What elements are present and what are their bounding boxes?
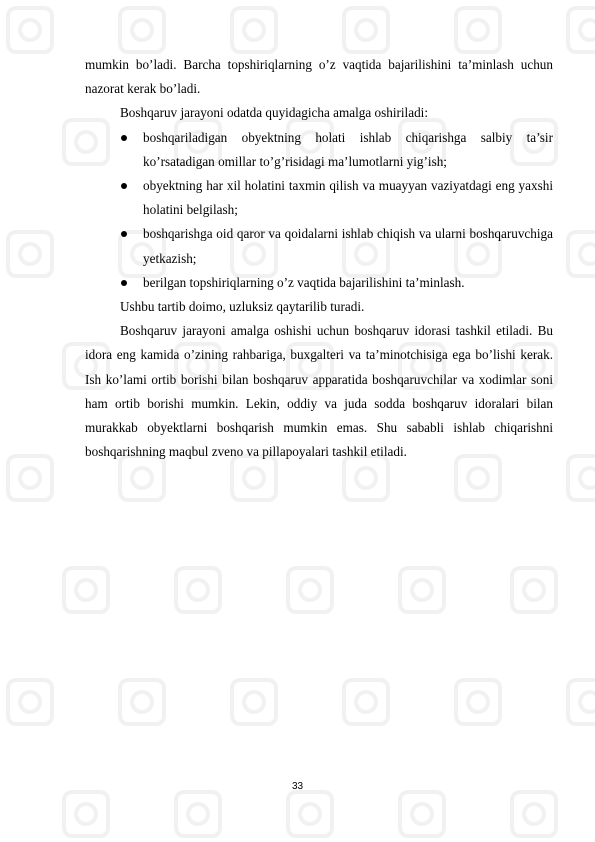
watermark-mark bbox=[288, 792, 332, 836]
page-number: 33 bbox=[291, 781, 304, 792]
watermark-mark bbox=[456, 8, 500, 52]
watermark-mark bbox=[232, 8, 276, 52]
watermark-mark bbox=[176, 792, 220, 836]
watermark-mark bbox=[232, 680, 276, 724]
watermark-mark bbox=[8, 8, 52, 52]
list-item-text: boshqarishga oid qaror va qoidalarni ishlab chiqish va ularni boshqaruvchiga yetkazish; bbox=[143, 226, 553, 266]
watermark-mark bbox=[400, 568, 444, 612]
watermark-mark bbox=[8, 456, 52, 500]
watermark-mark bbox=[456, 680, 500, 724]
process-steps-list bbox=[85, 126, 553, 295]
list-item-text: obyektning har xil holatini taxmin qilish va muayyan vaziyatdagi eng yaxshi holatini belgilash; bbox=[143, 178, 553, 218]
page-body bbox=[85, 53, 553, 464]
watermark-mark bbox=[8, 680, 52, 724]
watermark-mark bbox=[568, 456, 595, 500]
paragraph-cycle-note: Ushbu tartib doimo, uzluksiz qaytarilib turadi. bbox=[120, 299, 365, 315]
bullet-icon bbox=[121, 231, 127, 237]
watermark-mark bbox=[568, 8, 595, 52]
bullet-icon bbox=[121, 135, 127, 141]
watermark-mark bbox=[344, 680, 388, 724]
list-item bbox=[85, 222, 553, 270]
bullet-icon bbox=[121, 183, 127, 189]
list-item bbox=[85, 271, 553, 295]
watermark-mark bbox=[64, 792, 108, 836]
watermark-mark bbox=[120, 8, 164, 52]
list-item bbox=[85, 174, 553, 222]
bullet-icon bbox=[121, 280, 127, 286]
watermark-mark bbox=[400, 792, 444, 836]
watermark-mark bbox=[512, 568, 556, 612]
watermark-mark bbox=[288, 568, 332, 612]
list-item bbox=[85, 126, 553, 174]
watermark-mark bbox=[120, 680, 164, 724]
list-item-text: boshqariladigan obyektning holati ishlab chiqarishga salbiy ta’sir ko’rsatadigan omillar to’g’risidagi ma’lumotlarni yig’ish; bbox=[143, 129, 553, 169]
watermark-mark bbox=[344, 8, 388, 52]
watermark-mark bbox=[568, 232, 595, 276]
paragraph-continuation: mumkin bo’ladi. Barcha topshiriqlarning o’z vaqtida bajarilishini ta’minlash uchun nazorat kerak bo’ladi. bbox=[85, 57, 553, 97]
paragraph-management-office: Boshqaruv jarayoni amalga oshishi uchun boshqaruv idorasi tashkil etiladi. Bu idora eng kamida o’zining rahbariga, buxgalteri va ta’minotchisiga ega bo’lishi kerak. Ish ko’lami ortib borishi bilan boshqaruv apparatida boshqaruvchilar va xodimlar soni ham ortib borishi mumkin. Lekin, oddiy va juda sodda boshqaruv idoralari bilan murakkab obyektlarni boshqarish mumkin emas. Shu sababli ishlab chiqarishni boshqarishning maqbul zveno va pillapoyalari tashkil etiladi. bbox=[85, 323, 553, 460]
watermark-mark bbox=[8, 232, 52, 276]
watermark-mark bbox=[512, 792, 556, 836]
list-item-text: berilgan topshiriqlarning o’z vaqtida bajarilishini ta’minlash. bbox=[143, 274, 465, 290]
paragraph-process-intro: Boshqaruv jarayoni odatda quyidagicha amalga oshiriladi: bbox=[120, 105, 428, 121]
watermark-mark bbox=[176, 568, 220, 612]
watermark-mark bbox=[64, 568, 108, 612]
watermark-mark bbox=[568, 680, 595, 724]
